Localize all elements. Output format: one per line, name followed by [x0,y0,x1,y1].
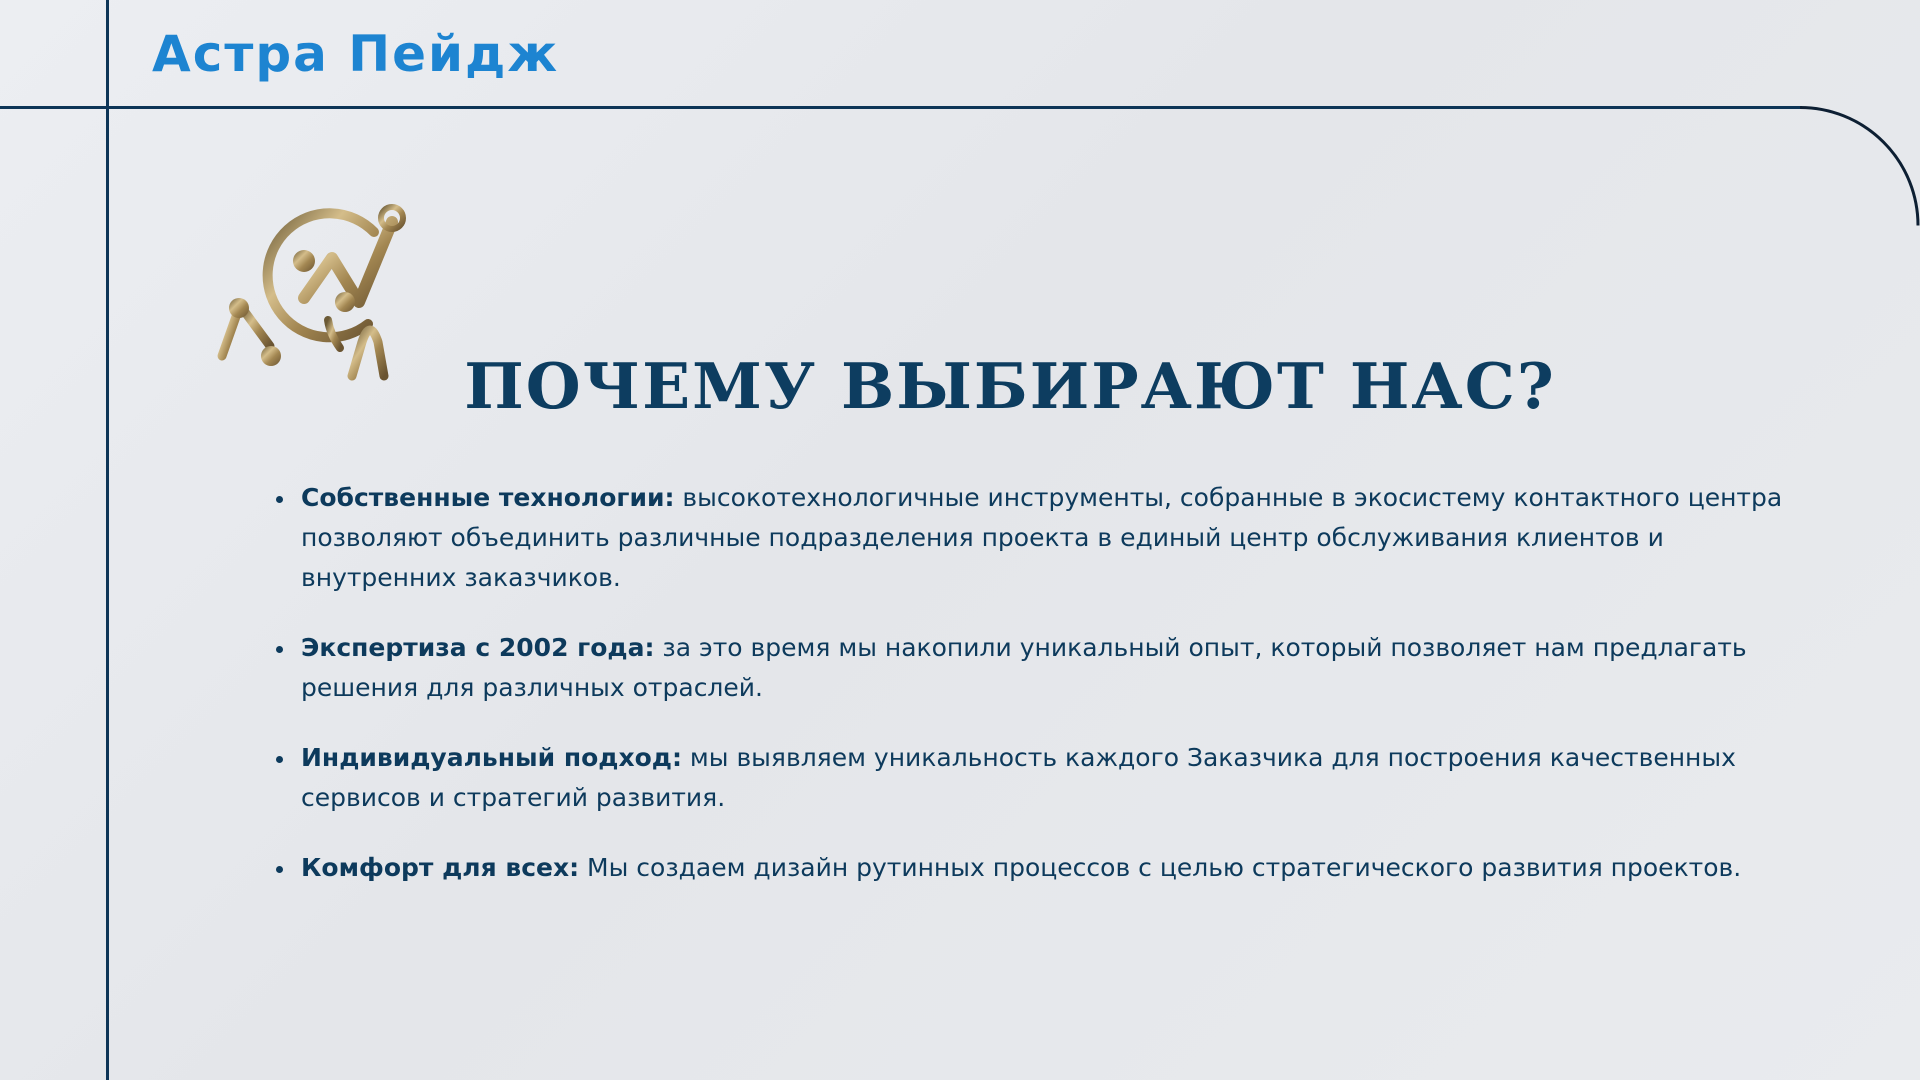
item-term: Комфорт для всех: [301,853,580,882]
bullet-icon [276,756,283,763]
feature-list [272,478,1802,918]
bullet-icon [276,496,283,503]
bullet-icon [276,866,283,873]
horizontal-divider [0,106,1802,109]
item-term: Индивидуальный подход: [301,743,682,772]
item-term: Собственные технологии: [301,483,675,512]
list-item [272,478,1802,598]
item-text: за это время мы накопили уникальный опыт, который позволяет нам предлагать решения для различных отраслей. [301,633,1747,702]
bullet-icon [276,646,283,653]
item-text: Мы создаем дизайн рутинных процессов с целью стратегического развития проектов. [579,853,1742,882]
list-item [272,738,1802,818]
item-term: Экспертиза с 2002 года: [301,633,655,662]
item-text: высокотехнологичные инструменты, собранные в экосистему контактного центра позволяют объединить различные подразделения проекта в единый центр обслуживания клиентов и внутренних заказчиков. [301,483,1783,592]
list-item [272,848,1802,888]
page-title: ПОЧЕМУ ВЫБИРАЮТ НАС? [464,349,1556,423]
list-item [272,628,1802,708]
corner-arc [1800,106,1920,236]
brand-logo: Астра Пейдж [152,25,560,83]
item-text: мы выявляем уникальность каждого Заказчика для построения качественных сервисов и стратегий развития. [301,743,1736,812]
vertical-divider [106,0,109,1080]
